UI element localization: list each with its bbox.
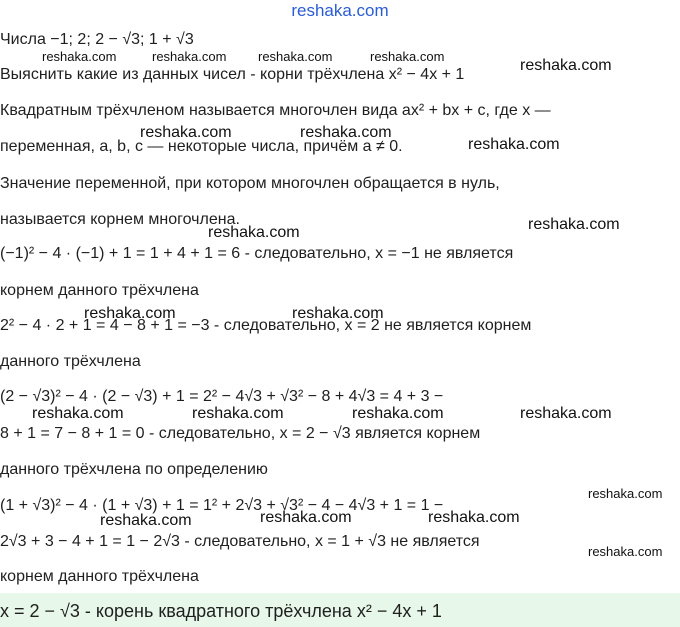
line-check-two: 2² − 4 · 2 + 1 = 4 − 8 + 1 = −3 - следовательно, x = 2 не является корнем bbox=[0, 317, 532, 334]
line-check-minus-one: (−1)² − 4 · (−1) + 1 = 1 + 4 + 1 = 6 - следовательно, x = −1 не является bbox=[0, 245, 514, 262]
line-check-2-minus-sqrt3-cont: 8 + 1 = 7 − 8 + 1 = 0 - следовательно, x = 2 − √3 является корнем bbox=[0, 425, 481, 442]
watermark: reshaka.com bbox=[528, 216, 620, 233]
watermark: reshaka.com bbox=[588, 486, 663, 501]
watermark: reshaka.com bbox=[258, 49, 333, 64]
watermark: reshaka.com bbox=[208, 224, 300, 241]
line-check-2-minus-sqrt3: (2 − √3)² − 4 · (2 − √3) + 1 = 2² − 4√3 + √3² − 8 + 4√3 = 4 + 3 − bbox=[0, 388, 444, 405]
line-definition-1: Квадратным трёхчленом называется многочлен вида ax² + bx + c, где x — bbox=[0, 102, 551, 119]
line-check-two-cont: данного трёхчлена bbox=[0, 353, 141, 370]
watermark: reshaka.com bbox=[370, 49, 445, 64]
watermark: reshaka.com bbox=[140, 124, 232, 141]
line-numbers: Числа −1; 2; 2 − √3; 1 + √3 bbox=[0, 31, 194, 48]
watermark: reshaka.com bbox=[520, 405, 612, 422]
watermark: reshaka.com bbox=[352, 405, 444, 422]
line-root-def-2: называется корнем многочлена. bbox=[0, 211, 240, 228]
watermark: reshaka.com bbox=[428, 509, 520, 526]
watermark: reshaka.com bbox=[32, 405, 124, 422]
site-header[interactable]: reshaka.com bbox=[291, 1, 389, 20]
line-check-1-plus-sqrt3-cont: 2√3 + 3 − 4 + 1 = 1 − 2√3 - следовательно, x = 1 + √3 не является bbox=[0, 533, 480, 550]
watermark: reshaka.com bbox=[468, 136, 560, 153]
line-task: Выяснить какие из данных чисел - корни трёхчлена x² − 4x + 1 bbox=[0, 66, 465, 83]
result-line: x = 2 − √3 - корень квадратного трёхчлена x² − 4x + 1 bbox=[0, 601, 442, 621]
watermark: reshaka.com bbox=[300, 124, 392, 141]
watermark: reshaka.com bbox=[260, 509, 352, 526]
line-check-1-plus-sqrt3: (1 + √3)² − 4 · (1 + √3) + 1 = 1² + 2√3 + √3² − 4 − 4√3 + 1 = 1 − bbox=[0, 497, 444, 514]
line-definition-2: переменная, a, b, c — некоторые числа, причём a ≠ 0. bbox=[0, 138, 403, 155]
watermark: reshaka.com bbox=[192, 405, 284, 422]
watermark: reshaka.com bbox=[42, 49, 117, 64]
watermark: reshaka.com bbox=[84, 305, 176, 322]
line-check-1-plus-sqrt3-end: корнем данного трёхчлена bbox=[0, 568, 199, 585]
watermark: reshaka.com bbox=[520, 57, 612, 74]
watermark: reshaka.com bbox=[292, 305, 384, 322]
watermark: reshaka.com bbox=[588, 544, 663, 559]
line-root-def-1: Значение переменной, при котором многочлен обращается в нуль, bbox=[0, 175, 500, 192]
watermark: reshaka.com bbox=[100, 512, 192, 529]
line-check-minus-one-cont: корнем данного трёхчлена bbox=[0, 282, 199, 299]
line-check-2-minus-sqrt3-end: данного трёхчлена по определению bbox=[0, 461, 268, 478]
watermark: reshaka.com bbox=[152, 49, 227, 64]
